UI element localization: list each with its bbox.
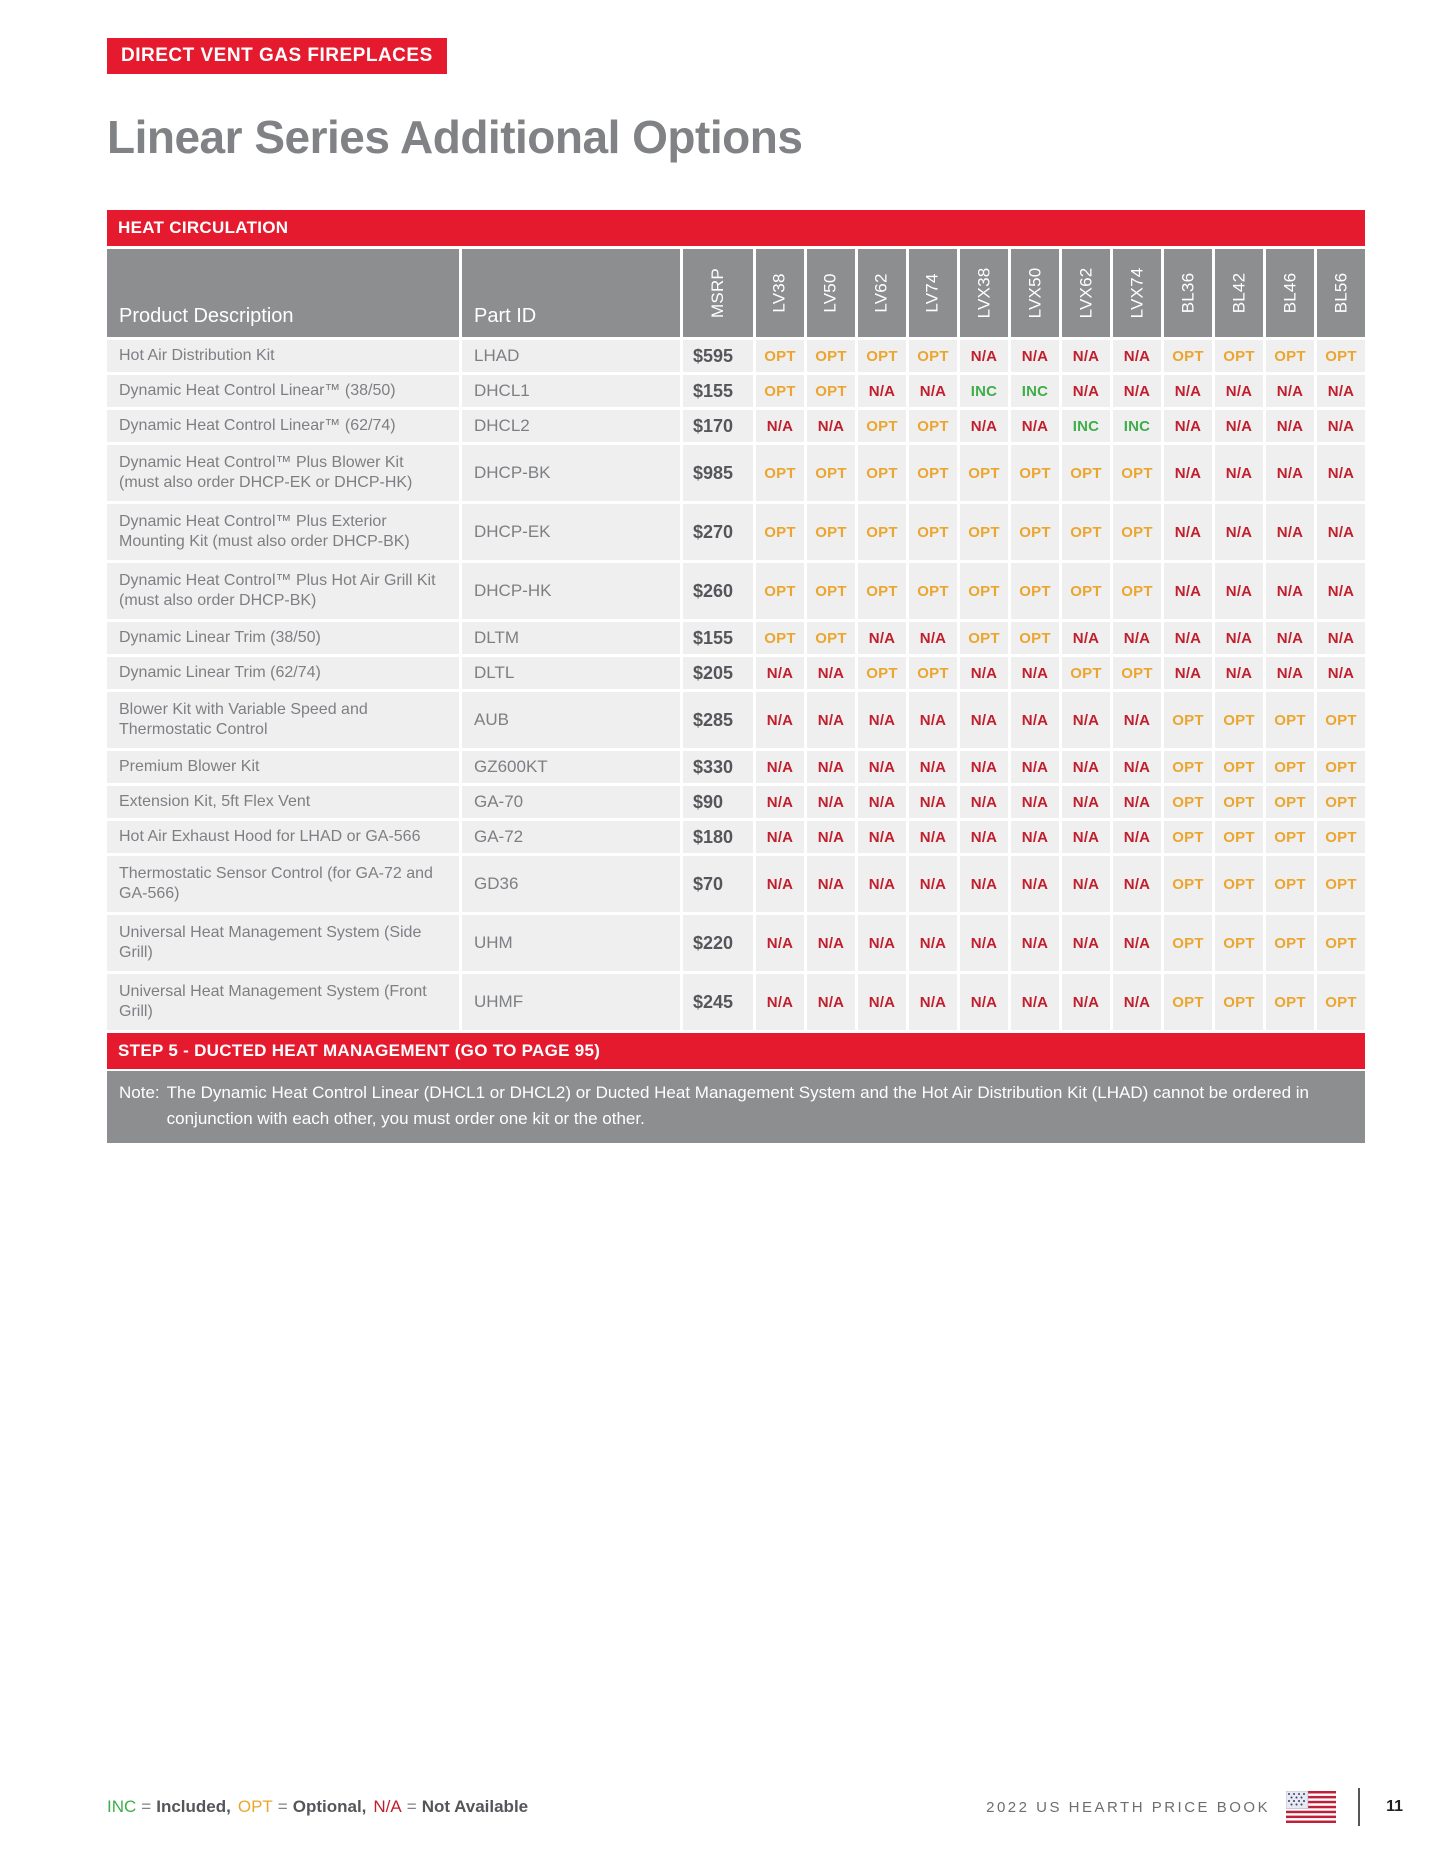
col-header-label: MSRP — [707, 268, 727, 318]
availability-lv74: N/A — [909, 856, 957, 912]
table-body — [107, 340, 1365, 1030]
availability-lvx62: N/A — [1062, 856, 1110, 912]
availability-lv38: OPT — [756, 504, 804, 560]
part-id: DLTM — [462, 622, 680, 654]
note-label: Note: — [119, 1083, 160, 1102]
table-row — [107, 974, 1365, 1030]
availability-bl36: OPT — [1164, 786, 1212, 818]
availability-bl42: OPT — [1215, 856, 1263, 912]
availability-lvx50: OPT — [1011, 622, 1059, 654]
availability-lvx38: OPT — [960, 622, 1008, 654]
legend-inc-label: Included, — [156, 1797, 231, 1816]
legend-eq: = — [277, 1797, 288, 1816]
availability-lvx50: N/A — [1011, 657, 1059, 689]
availability-lvx62: N/A — [1062, 751, 1110, 783]
availability-bl46: OPT — [1266, 856, 1314, 912]
col-header-lvx38 — [960, 249, 1008, 337]
availability-bl56: N/A — [1317, 504, 1365, 560]
availability-lv62: N/A — [858, 915, 906, 971]
availability-bl46: N/A — [1266, 563, 1314, 619]
msrp-value: $155 — [683, 622, 753, 654]
availability-bl46: N/A — [1266, 657, 1314, 689]
availability-lvx74: N/A — [1113, 821, 1161, 853]
availability-lv38: N/A — [756, 821, 804, 853]
availability-bl36: N/A — [1164, 410, 1212, 442]
availability-lv62: N/A — [858, 856, 906, 912]
availability-lv50: OPT — [807, 445, 855, 501]
availability-lvx62: OPT — [1062, 563, 1110, 619]
availability-lvx74: N/A — [1113, 622, 1161, 654]
col-header-product-description: Product Description — [107, 249, 459, 337]
availability-bl42: OPT — [1215, 340, 1263, 372]
part-id: UHM — [462, 915, 680, 971]
availability-lvx50: N/A — [1011, 786, 1059, 818]
availability-lv50: N/A — [807, 821, 855, 853]
availability-lv38: N/A — [756, 657, 804, 689]
col-header-label: LV62 — [872, 273, 891, 313]
table-row — [107, 915, 1365, 971]
col-header-label: LVX50 — [1025, 267, 1044, 319]
col-header-label: LVX62 — [1076, 267, 1095, 319]
product-description: Dynamic Heat Control™ Plus Hot Air Grill Kit (must also order DHCP-BK) — [107, 563, 459, 619]
col-header-label: LV38 — [770, 273, 789, 313]
availability-bl56: OPT — [1317, 786, 1365, 818]
page-number: 11 — [1386, 1798, 1403, 1815]
product-description: Universal Heat Management System (Front Grill) — [107, 974, 459, 1030]
availability-lvx62: N/A — [1062, 340, 1110, 372]
availability-lvx50: N/A — [1011, 856, 1059, 912]
note-line-2: conjunction with each other, you must order one kit or the other. — [166, 1108, 645, 1128]
product-description: Hot Air Exhaust Hood for LHAD or GA-566 — [107, 821, 459, 853]
col-header-msrp — [683, 249, 753, 337]
availability-bl46: N/A — [1266, 375, 1314, 407]
product-description: Blower Kit with Variable Speed and Thermostatic Control — [107, 692, 459, 748]
availability-bl46: N/A — [1266, 622, 1314, 654]
part-id: DHCL2 — [462, 410, 680, 442]
availability-lv74: OPT — [909, 445, 957, 501]
availability-bl56: N/A — [1317, 622, 1365, 654]
part-id: DLTL — [462, 657, 680, 689]
part-id: DHCP-HK — [462, 563, 680, 619]
availability-bl36: OPT — [1164, 915, 1212, 971]
availability-lv74: N/A — [909, 622, 957, 654]
col-header-lv74 — [909, 249, 957, 337]
availability-bl42: OPT — [1215, 692, 1263, 748]
availability-lv62: OPT — [858, 445, 906, 501]
availability-bl46: OPT — [1266, 786, 1314, 818]
product-description: Dynamic Heat Control Linear™ (62/74) — [107, 410, 459, 442]
availability-bl46: OPT — [1266, 692, 1314, 748]
msrp-value: $155 — [683, 375, 753, 407]
availability-lvx38: N/A — [960, 657, 1008, 689]
availability-bl46: OPT — [1266, 915, 1314, 971]
availability-bl46: OPT — [1266, 821, 1314, 853]
availability-lv62: N/A — [858, 821, 906, 853]
us-flag-icon — [1286, 1791, 1336, 1823]
part-id: GA-70 — [462, 786, 680, 818]
availability-lv74: N/A — [909, 375, 957, 407]
availability-lv74: N/A — [909, 751, 957, 783]
availability-bl46: N/A — [1266, 445, 1314, 501]
product-description: Dynamic Linear Trim (38/50) — [107, 622, 459, 654]
availability-lv50: N/A — [807, 410, 855, 442]
availability-lv62: N/A — [858, 974, 906, 1030]
availability-lvx38: N/A — [960, 856, 1008, 912]
footer-right — [986, 1788, 1403, 1826]
availability-lv50: OPT — [807, 375, 855, 407]
table-row — [107, 786, 1365, 818]
availability-lvx38: N/A — [960, 821, 1008, 853]
availability-lv62: OPT — [858, 340, 906, 372]
availability-lv50: N/A — [807, 786, 855, 818]
availability-bl46: OPT — [1266, 974, 1314, 1030]
part-id: LHAD — [462, 340, 680, 372]
part-id: DHCP-BK — [462, 445, 680, 501]
col-header-label: LV50 — [821, 273, 840, 313]
availability-bl42: N/A — [1215, 445, 1263, 501]
availability-lv74: OPT — [909, 563, 957, 619]
availability-lvx62: OPT — [1062, 504, 1110, 560]
availability-bl42: N/A — [1215, 375, 1263, 407]
availability-bl36: N/A — [1164, 445, 1212, 501]
col-header-part-id: Part ID — [462, 249, 680, 337]
part-id: UHMF — [462, 974, 680, 1030]
availability-lvx62: OPT — [1062, 445, 1110, 501]
availability-bl36: OPT — [1164, 821, 1212, 853]
availability-lv62: OPT — [858, 410, 906, 442]
table-row — [107, 657, 1365, 689]
availability-lv74: N/A — [909, 786, 957, 818]
availability-lvx62: OPT — [1062, 657, 1110, 689]
availability-lvx62: N/A — [1062, 692, 1110, 748]
table-row — [107, 504, 1365, 560]
msrp-value: $595 — [683, 340, 753, 372]
table-row — [107, 692, 1365, 748]
msrp-value: $330 — [683, 751, 753, 783]
legend-na-label: Not Available — [421, 1797, 529, 1816]
availability-lvx62: N/A — [1062, 622, 1110, 654]
availability-lvx38: OPT — [960, 504, 1008, 560]
step-banner: STEP 5 - DUCTED HEAT MANAGEMENT (GO TO PAGE 95) — [107, 1033, 1365, 1069]
availability-bl56: OPT — [1317, 340, 1365, 372]
part-id: AUB — [462, 692, 680, 748]
col-header-label: BL46 — [1279, 272, 1299, 314]
col-header-bl46 — [1266, 249, 1314, 337]
availability-bl46: OPT — [1266, 751, 1314, 783]
availability-lv62: N/A — [858, 622, 906, 654]
category-tag: DIRECT VENT GAS FIREPLACES — [107, 38, 447, 74]
table-header-row — [107, 249, 1365, 337]
availability-bl36: OPT — [1164, 340, 1212, 372]
availability-bl36: N/A — [1164, 504, 1212, 560]
availability-lvx62: N/A — [1062, 786, 1110, 818]
availability-bl42: OPT — [1215, 915, 1263, 971]
legend-eq: = — [141, 1797, 152, 1816]
legend-opt-label: Optional, — [292, 1797, 367, 1816]
msrp-value: $985 — [683, 445, 753, 501]
availability-lvx38: N/A — [960, 786, 1008, 818]
availability-bl56: OPT — [1317, 915, 1365, 971]
note-text — [167, 1080, 1309, 1131]
availability-lv38: OPT — [756, 445, 804, 501]
footer-divider — [1358, 1788, 1360, 1826]
availability-bl36: N/A — [1164, 622, 1212, 654]
availability-lv62: N/A — [858, 786, 906, 818]
availability-lvx62: N/A — [1062, 915, 1110, 971]
availability-bl42: N/A — [1215, 410, 1263, 442]
availability-bl36: N/A — [1164, 563, 1212, 619]
availability-lvx38: N/A — [960, 410, 1008, 442]
availability-bl56: N/A — [1317, 657, 1365, 689]
table-row — [107, 856, 1365, 912]
availability-bl42: N/A — [1215, 657, 1263, 689]
availability-bl36: OPT — [1164, 692, 1212, 748]
availability-lvx38: N/A — [960, 692, 1008, 748]
availability-lv38: OPT — [756, 340, 804, 372]
msrp-value: $180 — [683, 821, 753, 853]
availability-lv50: N/A — [807, 657, 855, 689]
availability-lvx74: N/A — [1113, 786, 1161, 818]
availability-lv38: N/A — [756, 915, 804, 971]
table-row — [107, 410, 1365, 442]
availability-bl56: N/A — [1317, 563, 1365, 619]
col-header-label: BL56 — [1330, 272, 1350, 314]
note — [107, 1071, 1365, 1143]
availability-bl56: OPT — [1317, 692, 1365, 748]
availability-lvx50: N/A — [1011, 410, 1059, 442]
availability-lvx50: N/A — [1011, 974, 1059, 1030]
availability-lv62: N/A — [858, 692, 906, 748]
msrp-value: $70 — [683, 856, 753, 912]
availability-bl42: OPT — [1215, 974, 1263, 1030]
note-line-1: The Dynamic Heat Control Linear (DHCL1 or DHCL2) or Ducted Heat Management System and the Hot Air Distribution Kit (LHAD) cannot be ordered in — [166, 1083, 1309, 1102]
msrp-value: $260 — [683, 563, 753, 619]
page-footer — [107, 1788, 1403, 1826]
availability-lvx74: INC — [1113, 410, 1161, 442]
table-row — [107, 751, 1365, 783]
availability-lv50: N/A — [807, 915, 855, 971]
col-header-bl36 — [1164, 249, 1212, 337]
product-description: Extension Kit, 5ft Flex Vent — [107, 786, 459, 818]
part-id: GA-72 — [462, 821, 680, 853]
availability-lvx62: INC — [1062, 410, 1110, 442]
availability-lv74: OPT — [909, 504, 957, 560]
availability-lv38: N/A — [756, 751, 804, 783]
legend-opt-key: OPT — [237, 1797, 273, 1816]
availability-bl42: OPT — [1215, 821, 1263, 853]
col-header-lvx74 — [1113, 249, 1161, 337]
availability-bl42: N/A — [1215, 504, 1263, 560]
availability-bl56: OPT — [1317, 974, 1365, 1030]
availability-lvx38: OPT — [960, 563, 1008, 619]
col-header-lv38 — [756, 249, 804, 337]
legend-na-key: N/A — [373, 1797, 402, 1816]
availability-lvx50: N/A — [1011, 692, 1059, 748]
table-row — [107, 445, 1365, 501]
availability-lvx62: N/A — [1062, 974, 1110, 1030]
availability-lv62: N/A — [858, 375, 906, 407]
msrp-value: $270 — [683, 504, 753, 560]
availability-lv74: N/A — [909, 692, 957, 748]
product-description: Dynamic Heat Control™ Plus Blower Kit (must also order DHCP-EK or DHCP-HK) — [107, 445, 459, 501]
availability-lv38: N/A — [756, 856, 804, 912]
availability-bl56: N/A — [1317, 445, 1365, 501]
col-header-lv62 — [858, 249, 906, 337]
availability-lv74: N/A — [909, 974, 957, 1030]
availability-lvx74: N/A — [1113, 375, 1161, 407]
col-header-lv50 — [807, 249, 855, 337]
part-id: DHCP-EK — [462, 504, 680, 560]
col-header-lvx62 — [1062, 249, 1110, 337]
availability-lv50: N/A — [807, 856, 855, 912]
table-row — [107, 340, 1365, 372]
availability-bl42: N/A — [1215, 622, 1263, 654]
availability-bl56: OPT — [1317, 751, 1365, 783]
msrp-value: $170 — [683, 410, 753, 442]
availability-lv74: N/A — [909, 915, 957, 971]
availability-lv74: OPT — [909, 340, 957, 372]
availability-bl56: OPT — [1317, 821, 1365, 853]
product-description: Dynamic Linear Trim (62/74) — [107, 657, 459, 689]
availability-lvx74: OPT — [1113, 445, 1161, 501]
availability-lv50: N/A — [807, 751, 855, 783]
availability-lv38: OPT — [756, 563, 804, 619]
availability-lvx74: N/A — [1113, 915, 1161, 971]
availability-lv62: N/A — [858, 751, 906, 783]
availability-lv38: OPT — [756, 375, 804, 407]
availability-bl46: N/A — [1266, 410, 1314, 442]
availability-lv50: OPT — [807, 340, 855, 372]
availability-lv50: OPT — [807, 504, 855, 560]
availability-lv50: N/A — [807, 974, 855, 1030]
legend-eq: = — [406, 1797, 417, 1816]
availability-bl42: N/A — [1215, 563, 1263, 619]
availability-lvx74: OPT — [1113, 657, 1161, 689]
availability-lvx50: OPT — [1011, 504, 1059, 560]
availability-lv74: N/A — [909, 821, 957, 853]
availability-lvx38: N/A — [960, 751, 1008, 783]
col-header-bl42 — [1215, 249, 1263, 337]
part-id: GZ600KT — [462, 751, 680, 783]
msrp-value: $220 — [683, 915, 753, 971]
section-header: HEAT CIRCULATION — [107, 210, 1365, 246]
availability-bl36: OPT — [1164, 856, 1212, 912]
availability-lvx38: N/A — [960, 915, 1008, 971]
availability-bl36: N/A — [1164, 375, 1212, 407]
availability-bl42: OPT — [1215, 786, 1263, 818]
availability-lvx74: N/A — [1113, 974, 1161, 1030]
col-header-label: LVX38 — [974, 267, 993, 319]
availability-bl36: OPT — [1164, 974, 1212, 1030]
availability-lvx74: N/A — [1113, 692, 1161, 748]
availability-lvx38: INC — [960, 375, 1008, 407]
availability-lvx50: N/A — [1011, 821, 1059, 853]
product-description: Hot Air Distribution Kit — [107, 340, 459, 372]
availability-lvx74: OPT — [1113, 563, 1161, 619]
availability-lv74: OPT — [909, 410, 957, 442]
col-header-label: LVX74 — [1127, 267, 1146, 319]
msrp-value: $90 — [683, 786, 753, 818]
availability-lv62: OPT — [858, 657, 906, 689]
availability-lvx50: N/A — [1011, 915, 1059, 971]
availability-lvx74: N/A — [1113, 751, 1161, 783]
availability-lvx74: OPT — [1113, 504, 1161, 560]
availability-lvx74: N/A — [1113, 340, 1161, 372]
table-row — [107, 622, 1365, 654]
product-description: Universal Heat Management System (Side Grill) — [107, 915, 459, 971]
page-title: Linear Series Additional Options — [107, 111, 803, 163]
availability-lv38: N/A — [756, 974, 804, 1030]
availability-lvx50: INC — [1011, 375, 1059, 407]
availability-lvx50: OPT — [1011, 445, 1059, 501]
availability-lvx38: N/A — [960, 974, 1008, 1030]
msrp-value: $245 — [683, 974, 753, 1030]
availability-lv62: OPT — [858, 563, 906, 619]
availability-lvx74: N/A — [1113, 856, 1161, 912]
availability-bl56: N/A — [1317, 410, 1365, 442]
product-description: Thermostatic Sensor Control (for GA-72 and GA-566) — [107, 856, 459, 912]
col-header-label: BL36 — [1177, 272, 1197, 314]
product-description: Premium Blower Kit — [107, 751, 459, 783]
product-description: Dynamic Heat Control Linear™ (38/50) — [107, 375, 459, 407]
availability-lvx50: N/A — [1011, 751, 1059, 783]
availability-lv50: OPT — [807, 563, 855, 619]
book-title: 2022 US HEARTH PRICE BOOK — [986, 1798, 1271, 1816]
availability-lv50: N/A — [807, 692, 855, 748]
availability-lv62: OPT — [858, 504, 906, 560]
availability-bl46: OPT — [1266, 340, 1314, 372]
availability-lvx38: N/A — [960, 340, 1008, 372]
availability-lvx38: OPT — [960, 445, 1008, 501]
availability-lv74: OPT — [909, 657, 957, 689]
availability-lvx50: N/A — [1011, 340, 1059, 372]
availability-bl42: OPT — [1215, 751, 1263, 783]
options-table — [107, 210, 1365, 1143]
col-header-label: BL42 — [1228, 272, 1248, 314]
availability-lvx62: N/A — [1062, 821, 1110, 853]
availability-bl36: OPT — [1164, 751, 1212, 783]
col-header-lvx50 — [1011, 249, 1059, 337]
table-row — [107, 563, 1365, 619]
part-id: DHCL1 — [462, 375, 680, 407]
table-row — [107, 375, 1365, 407]
availability-lv50: OPT — [807, 622, 855, 654]
availability-lvx62: N/A — [1062, 375, 1110, 407]
availability-bl56: N/A — [1317, 375, 1365, 407]
availability-bl36: N/A — [1164, 657, 1212, 689]
availability-lv38: N/A — [756, 410, 804, 442]
availability-bl46: N/A — [1266, 504, 1314, 560]
col-header-label: LV74 — [923, 273, 942, 313]
col-header-bl56 — [1317, 249, 1365, 337]
msrp-value: $285 — [683, 692, 753, 748]
table-row — [107, 821, 1365, 853]
legend-inc-key: INC — [107, 1797, 137, 1816]
part-id: GD36 — [462, 856, 680, 912]
availability-lv38: OPT — [756, 622, 804, 654]
availability-lvx50: OPT — [1011, 563, 1059, 619]
availability-lv38: N/A — [756, 786, 804, 818]
product-description: Dynamic Heat Control™ Plus Exterior Mounting Kit (must also order DHCP-BK) — [107, 504, 459, 560]
availability-lv38: N/A — [756, 692, 804, 748]
msrp-value: $205 — [683, 657, 753, 689]
legend — [107, 1797, 535, 1817]
availability-bl56: OPT — [1317, 856, 1365, 912]
